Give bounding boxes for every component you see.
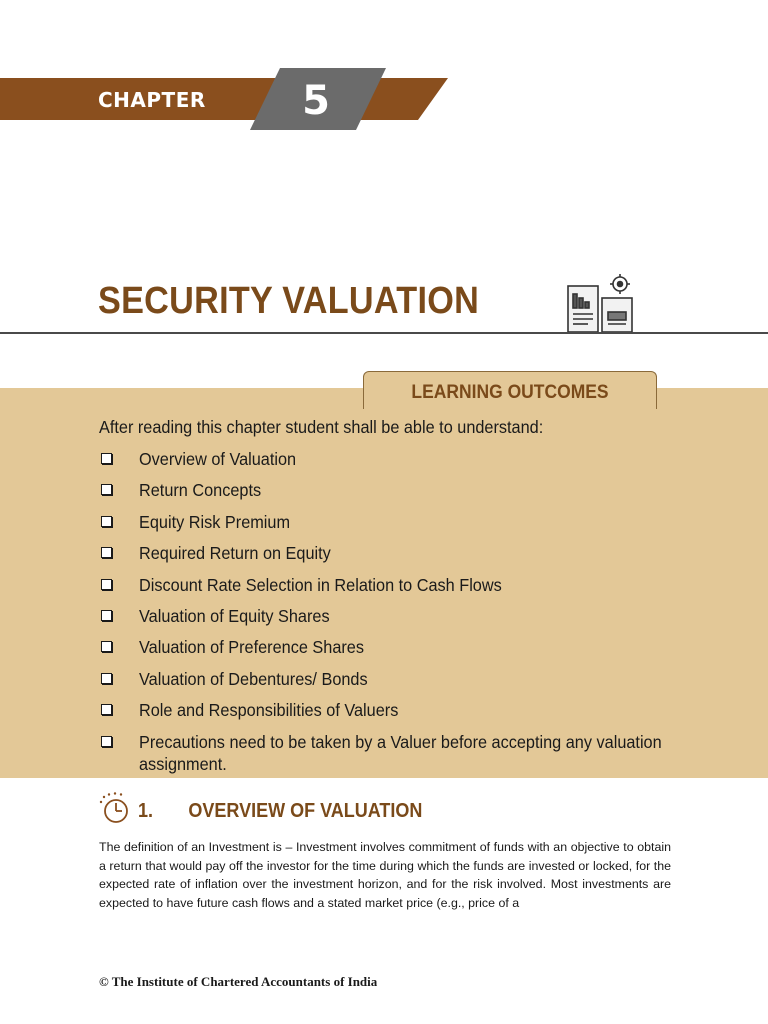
checkbox-bullet-icon [101, 484, 112, 495]
title-divider [0, 332, 768, 334]
list-item: Valuation of Equity Shares [99, 605, 689, 627]
checkbox-bullet-icon [101, 641, 112, 652]
list-item: Discount Rate Selection in Relation to Cash Flows [99, 574, 689, 596]
clock-icon [98, 792, 134, 826]
chapter-label: CHAPTER [98, 88, 206, 112]
list-item: Valuation of Preference Shares [99, 636, 689, 658]
checkbox-bullet-icon [101, 736, 112, 747]
list-item: Return Concepts [99, 479, 689, 501]
list-item: Overview of Valuation [99, 448, 689, 470]
valuation-report-icon [564, 272, 640, 336]
list-item: Valuation of Debentures/ Bonds [99, 668, 689, 690]
checkbox-bullet-icon [101, 453, 112, 464]
list-item: Required Return on Equity [99, 542, 689, 564]
checkbox-bullet-icon [101, 579, 112, 590]
section-body: The definition of an Investment is – Investment involves commitment of funds with an objective to obtain a return that would pay off the investor for the time during which the funds are invested or locked, for the expected rate of inflation over the investment horizon, and for the risk involved. Most investments are expected to have future cash flows and a stated market price (e.g., price of a [99, 840, 671, 910]
learning-outcomes-heading: LEARNING OUTCOMES [411, 382, 609, 403]
footer-copyright: © The Institute of Chartered Accountants of India [99, 974, 378, 989]
learning-outcomes-intro: After reading this chapter student shall be able to understand: [99, 417, 544, 437]
list-item: Role and Responsibilities of Valuers [99, 699, 689, 721]
page-title: SECURITY VALUATION [98, 280, 480, 322]
list-item: Equity Risk Premium [99, 511, 689, 533]
list-item: Precautions need to be taken by a Valuer before accepting any valuation assignment. [99, 731, 689, 775]
learning-outcomes-list [99, 448, 689, 784]
chapter-banner-shape [0, 68, 448, 130]
section-heading [138, 800, 422, 823]
chapter-number: 5 [302, 78, 330, 124]
chapter-banner [0, 78, 448, 120]
checkbox-bullet-icon [101, 704, 112, 715]
checkbox-bullet-icon [101, 610, 112, 621]
checkbox-bullet-icon [101, 516, 112, 527]
section-title: OVERVIEW OF VALUATION [188, 800, 423, 822]
section-number: 1. [138, 800, 154, 822]
checkbox-bullet-icon [101, 673, 112, 684]
checkbox-bullet-icon [101, 547, 112, 558]
